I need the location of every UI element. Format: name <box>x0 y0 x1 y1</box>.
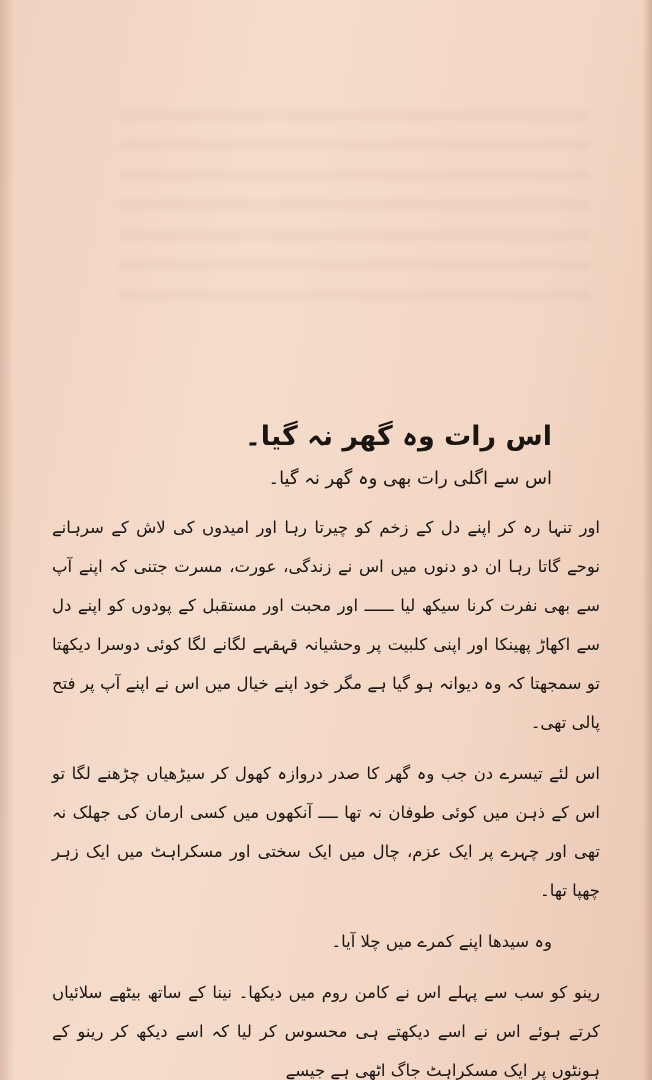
second-line: اس سے اگلی رات بھی وہ گھر نہ گیا۔ <box>268 468 552 489</box>
paragraph-3: وہ سیدھا اپنے کمرے میں چلا آیا۔ <box>331 932 552 951</box>
page-right-edge-shadow <box>642 0 652 1080</box>
paragraph-4: رینو کو سب سے پہلے اس نے کامن روم میں دیکھا۔ نینا کے ساتھ بیٹھے سلائیاں کرتے ہوئے اس نے اسے دیکھتے ہی محسوس کر لیا کہ اسے دیکھ کر رینو کے ہونٹوں پر ایک مسکراہٹ جاگ اٹھی ہے جیسے <box>52 983 600 1080</box>
chapter-opening-line: اس رات وہ گھر نہ گیا۔ <box>244 421 552 452</box>
paragraph-2: اس لئے تیسرے دن جب وہ گھر کا صدر دروازہ کھول کر سیڑھیاں چڑھنے لگا تو اس کے ذہن میں کوئی طوفان نہ تھا ــــ آنکھوں میں کسی ارمان کی جھلک نہ تھی اور چہرے پر ایک عزم، چال میں ایک سختی اور مسکراہٹ میں ایک زہر چھپا تھا۔ <box>52 764 600 900</box>
paragraph-1: اور تنہا رہ کر اپنے دل کے زخم کو چیرتا رہا اور امیدوں کی لاش کے سرہانے نوحے گاتا رہا ان دو دنوں میں اس نے زندگی، عورت، مسرت جتنی کہ اپنے آپ سے بھی نفرت کرنا سیکھ لیا ــــــ اور محبت اور مستقبل کے پودوں کو اپنے دل سے اکھاڑ پھینکا اور اپنی کلبیت پر وحشیانہ قہقہے لگانے لگا کوئی دوسرا دیکھتا تو سمجھتا کہ وہ دیوانہ ہو گیا ہے مگر خود اپنے خیال میں اس نے اپنے آپ پر فتح پالی تھی۔ <box>52 518 600 732</box>
page-text <box>52 418 600 1080</box>
show-through-text <box>120 110 590 310</box>
page-left-edge-shadow <box>0 0 14 1080</box>
